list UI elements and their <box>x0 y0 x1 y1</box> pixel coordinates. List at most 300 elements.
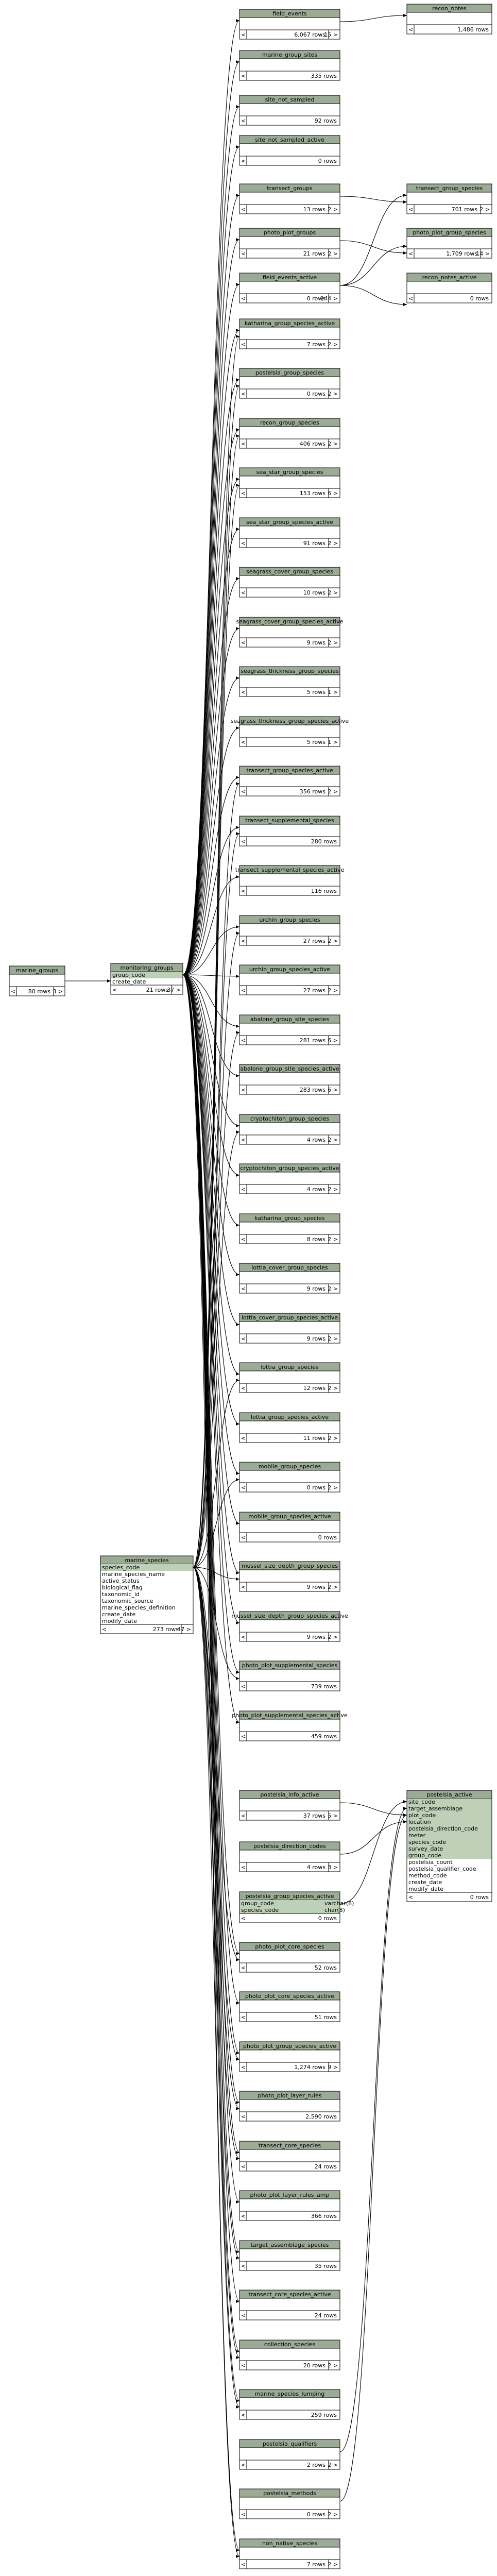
child-count: 2 > <box>328 1484 338 1491</box>
parent-count: < <box>241 1812 246 1819</box>
row-count: 21 rows <box>146 987 168 993</box>
table-title: transect_core_species_active <box>248 2291 331 2298</box>
transect-groups-to-transect-group-species <box>340 196 407 202</box>
table-postelsia-methods[interactable] <box>239 2489 340 2519</box>
table-lottia-group-species[interactable] <box>239 1363 340 1393</box>
parent-count: < <box>408 206 414 213</box>
table-title: recon_notes <box>432 5 467 12</box>
arrow-head <box>236 1578 239 1581</box>
column-marine-species-name: marine_species_name <box>102 1571 165 1578</box>
parent-count: < <box>241 1335 246 1342</box>
parent-count: < <box>241 73 246 79</box>
table-lottia-cover-group-species-active[interactable] <box>239 1313 340 1343</box>
table-title: recon_group_species <box>260 419 319 426</box>
table-title: seagrass_thickness_group_species <box>241 668 339 674</box>
table-title: target_assemblage_species <box>250 2242 329 2248</box>
table-photo-plot-groups[interactable] <box>239 228 340 258</box>
row-count: 0 rows <box>318 158 337 164</box>
parent-count: < <box>112 987 117 993</box>
parent-count: < <box>241 440 246 447</box>
table-cryptochiton-group-species-active[interactable] <box>239 1164 340 1194</box>
parent-count: < <box>408 26 414 33</box>
table-nodes <box>9 4 492 2569</box>
row-count: 739 rows <box>311 1683 337 1690</box>
row-count: 366 rows <box>311 2213 337 2219</box>
table-transect-core-species[interactable] <box>239 2141 340 2171</box>
child-count: 2 > <box>328 788 338 795</box>
row-count: 92 rows <box>314 117 337 124</box>
parent-count: < <box>241 1435 246 1442</box>
table-title: cryptochiton_group_species_active <box>240 1165 339 1172</box>
table-title: postelsia_info_active <box>260 1791 319 1798</box>
column-group-code: group_code <box>112 972 145 978</box>
row-count: 20 rows <box>303 2362 325 2369</box>
child-count: 2 > <box>328 341 338 348</box>
row-count: 37 rows <box>303 1812 325 1819</box>
parent-count: < <box>241 1683 246 1690</box>
row-count: 1,274 rows <box>294 2064 325 2071</box>
table-title: lottia_cover_group_species_active <box>241 1314 338 1321</box>
table-title: transect_group_species <box>416 185 483 192</box>
arrow-head <box>236 2257 239 2260</box>
table-katharina-group-species[interactable] <box>239 1214 340 1244</box>
column-modify-date: modify_date <box>408 1886 443 1892</box>
table-field-events[interactable] <box>239 9 340 39</box>
arrow-head <box>236 676 239 680</box>
table-title: photo_plot_core_species_active <box>245 1993 335 1999</box>
child-count: 3 > <box>328 1864 338 1871</box>
table-urchin-group-species[interactable] <box>239 916 340 945</box>
monitoring-groups-to-marine-group-sites <box>183 62 239 975</box>
child-count: 2 > <box>328 1584 338 1590</box>
monitoring-groups-to-marine-species-lumping <box>183 975 239 2401</box>
parent-count: < <box>241 2362 246 2369</box>
row-count: 1,709 rows <box>446 250 477 257</box>
table-abalone-group-site-species-active[interactable] <box>239 1064 340 1094</box>
column-target-assemblage: target_assemblage <box>408 1805 463 1812</box>
row-count: 52 rows <box>314 1964 337 1971</box>
table-title: katharina_group_species_active <box>244 320 335 327</box>
table-mussel-size-depth-group-species[interactable] <box>239 1562 340 1591</box>
arrow-head <box>236 2101 239 2104</box>
table-mobile-group-species-active[interactable] <box>239 1512 340 1542</box>
child-count: 1 > <box>328 689 338 696</box>
table-title: mussel_size_depth_group_species <box>241 1563 338 1569</box>
marine-species-to-mussel-size-depth-group-species <box>193 1567 239 1579</box>
arrow-head <box>236 726 239 730</box>
table-photo-plot-supplemental-species[interactable] <box>239 1661 340 1691</box>
table-site-not-sampled[interactable] <box>239 95 340 125</box>
table-lottia-group-species-active[interactable] <box>239 1413 340 1443</box>
table-title: marine_groups <box>16 967 58 974</box>
parent-count: < <box>241 987 246 994</box>
row-count: 27 rows <box>303 987 325 994</box>
table-title: urchin_group_species <box>259 917 320 923</box>
table-photo-plot-group-species[interactable] <box>407 228 492 258</box>
arrow-head <box>236 1273 239 1276</box>
table-lottia-cover-group-species[interactable] <box>239 1263 340 1293</box>
column-taxonomic-source: taxonomic_source <box>102 1598 153 1604</box>
row-count: 1,486 rows <box>457 26 489 33</box>
table-photo-plot-core-species-active[interactable] <box>239 1992 340 2022</box>
arrow-head <box>236 478 239 481</box>
arrow-head <box>236 832 239 835</box>
marine-species-to-postelsia-group-species <box>193 386 239 1567</box>
table-title: sea_star_group_species_active <box>246 519 334 526</box>
table-title: collection_species <box>264 2341 316 2348</box>
column-survey-date: survey_date <box>408 1845 443 1852</box>
arrow-head <box>236 2002 239 2005</box>
table-title: postelsia_qualifiers <box>262 2441 317 2447</box>
table-title: postelsia_group_species <box>255 369 324 376</box>
table-marine-groups[interactable] <box>9 966 65 996</box>
parent-count: < <box>241 341 246 348</box>
row-count: 280 rows <box>311 838 337 845</box>
child-count: 3 > <box>53 988 63 995</box>
table-transect-group-species-active[interactable] <box>239 766 340 796</box>
table-postelsia-direction-codes[interactable] <box>239 1842 340 1872</box>
table-abalone-group-site-species[interactable] <box>239 1015 340 1045</box>
table-postelsia-info-active[interactable] <box>239 1790 340 1820</box>
table-recon-notes[interactable] <box>407 4 492 34</box>
parent-count: < <box>241 1037 246 1044</box>
row-count: 35 rows <box>314 2263 337 2269</box>
table-transect-supplemental-species[interactable] <box>239 816 340 846</box>
table-title: postelsia_group_species_active <box>245 1893 334 1900</box>
arrow-head <box>236 776 239 779</box>
parent-count: < <box>241 1236 246 1243</box>
parent-count: < <box>241 2263 246 2269</box>
table-title: abalone_group_site_species_active <box>240 1065 339 1072</box>
table-field-events-active[interactable] <box>239 273 340 303</box>
table-title: transect_supplemental_species_active <box>235 867 345 873</box>
parent-count: < <box>241 2511 246 2518</box>
monitoring-groups-to-seagrass-cover-group-species <box>183 579 239 975</box>
parent-count: < <box>241 2412 246 2418</box>
table-title: transect_supplemental_species <box>245 817 334 824</box>
table-title: transect_core_species <box>258 2142 321 2149</box>
postelsia-methods-to-postelsia-active <box>340 1815 407 2501</box>
parent-count: < <box>241 838 246 845</box>
table-title: postelsia_methods <box>263 2490 316 2497</box>
marine-species-to-collection-species <box>193 1567 239 2358</box>
arrow-head <box>403 1800 407 1803</box>
table-title: photo_plot_supplemental_species <box>242 1662 338 1669</box>
table-title: site_not_sampled <box>265 96 315 103</box>
arrow-head <box>403 303 407 306</box>
table-title: transect_group_species_active <box>246 767 333 774</box>
table-site-not-sampled-active[interactable] <box>239 135 340 165</box>
row-count: 4 rows <box>306 1864 325 1871</box>
child-count: 2 > <box>328 250 338 257</box>
table-transect-supplemental-species-active[interactable] <box>235 866 345 895</box>
table-photo-plot-core-species[interactable] <box>239 1942 340 1972</box>
parent-count: < <box>241 31 246 38</box>
parent-count: < <box>241 1186 246 1193</box>
parent-count: < <box>241 639 246 646</box>
column-type: char(8) <box>324 1907 345 1913</box>
table-title: photo_plot_group_species_active <box>243 2043 337 2049</box>
row-count: 273 rows <box>152 1626 179 1633</box>
table-recon-notes-active[interactable] <box>407 273 492 303</box>
parent-count: < <box>241 295 246 302</box>
table-transect-group-species[interactable] <box>407 184 492 214</box>
table-photo-plot-layer-rules-amp[interactable] <box>239 2191 340 2221</box>
arrow-head <box>236 384 239 387</box>
column-site-code: site_code <box>408 1799 435 1805</box>
column-meter: meter <box>408 1832 426 1839</box>
row-count: 406 rows <box>299 440 325 447</box>
child-count: 2 > <box>328 1186 338 1193</box>
table-monitoring-groups[interactable] <box>111 963 183 994</box>
row-count: 459 rows <box>311 1733 337 1740</box>
parent-count: < <box>241 2213 246 2219</box>
table-title: photo_plot_group_species <box>413 229 486 236</box>
table-non-native-species[interactable] <box>239 2539 340 2569</box>
row-count: 0 rows <box>318 1915 337 1922</box>
column-create-date: create_date <box>102 1611 136 1618</box>
parent-count: < <box>241 2462 246 2468</box>
parent-count: < <box>241 1584 246 1590</box>
table-cryptochiton-group-species[interactable] <box>239 1114 340 1144</box>
relationship-edges <box>65 14 407 2558</box>
row-count: 8 rows <box>306 1236 325 1243</box>
child-count: 2 > <box>328 1285 338 1292</box>
parent-count: < <box>241 2014 246 2021</box>
parent-count: < <box>11 988 16 995</box>
child-count: 1 > <box>328 739 338 745</box>
arrow-head <box>236 925 239 928</box>
row-count: 7 rows <box>306 341 325 348</box>
table-title: lottia_cover_group_species <box>251 1264 328 1271</box>
parent-count: < <box>241 206 246 213</box>
table-urchin-group-species-active[interactable] <box>239 965 340 995</box>
row-count: 11 rows <box>303 1435 325 1442</box>
table-recon-group-species[interactable] <box>239 418 340 448</box>
table-transect-groups[interactable] <box>239 184 340 214</box>
row-count: 701 rows <box>451 206 477 213</box>
arrow-head <box>236 1422 239 1426</box>
table-photo-plot-supplemental-species-active[interactable] <box>232 1711 348 1741</box>
table-title: marine_group_sites <box>262 52 318 58</box>
arrow-head <box>236 1323 239 1326</box>
arrow-head <box>236 627 239 630</box>
table-seagrass-thickness-group-species[interactable] <box>239 667 340 697</box>
monitoring-groups-to-sea-star-group-species-active <box>183 529 239 975</box>
table-marine-species[interactable] <box>100 1556 193 1634</box>
table-seagrass-thickness-group-species-active[interactable] <box>231 717 349 747</box>
row-count: 13 rows <box>303 206 325 213</box>
table-sea-star-group-species[interactable] <box>239 468 340 498</box>
table-marine-species-lumping[interactable] <box>239 2389 340 2419</box>
table-collection-species[interactable] <box>239 2340 340 2370</box>
arrow-head <box>236 875 239 878</box>
monitoring-groups-to-collection-species <box>183 975 239 2351</box>
child-count: 2 > <box>328 2511 338 2518</box>
arrow-head <box>236 1124 239 1127</box>
marine-species-to-abalone-group-site-species <box>193 1032 239 1567</box>
child-count: 2 > <box>328 1236 338 1243</box>
row-count: 9 rows <box>306 1335 325 1342</box>
row-count: 2,590 rows <box>305 2113 337 2120</box>
child-count: 2 > <box>328 2561 338 2568</box>
table-seagrass-cover-group-species-active[interactable] <box>236 617 344 647</box>
monitoring-groups-to-postelsia-group-species <box>183 380 239 975</box>
parent-count: < <box>241 739 246 745</box>
table-sea-star-group-species-active[interactable] <box>239 518 340 548</box>
table-title: mussel_size_depth_group_species_active <box>231 1613 348 1619</box>
row-count: 9 rows <box>306 1584 325 1590</box>
table-seagrass-cover-group-species[interactable] <box>239 567 340 597</box>
child-count: 144 > <box>320 295 338 302</box>
field-events-to-recon-notes <box>340 15 407 22</box>
child-count: 2 > <box>328 391 338 397</box>
monitoring-groups-to-lottia-group-species <box>183 975 239 1374</box>
arrow-head <box>236 484 239 487</box>
child-count: 47 > <box>177 1626 191 1633</box>
arrow-head <box>403 200 407 204</box>
table-title: photo_plot_layer_rules_amp <box>250 2192 330 2198</box>
row-count: 281 rows <box>299 1037 325 1044</box>
row-count: 12 rows <box>303 1385 325 1392</box>
row-count: 24 rows <box>314 2163 337 2170</box>
parent-count: < <box>408 250 414 257</box>
table-title: seagrass_thickness_group_species_active <box>230 718 349 724</box>
arrow-head <box>236 1372 239 1376</box>
arrow-head <box>236 826 239 829</box>
child-count: 5 > <box>328 1812 338 1819</box>
table-target-assemblage-species[interactable] <box>239 2241 340 2270</box>
row-count: 24 rows <box>314 2312 337 2319</box>
parent-count: < <box>241 158 246 164</box>
arrow-head <box>403 194 407 197</box>
arrow-head <box>236 1478 239 1481</box>
postelsia-info-active-to-postelsia-active <box>340 1803 407 1815</box>
monitoring-groups-to-photo-plot-layer-rules <box>183 975 239 2103</box>
parent-count: < <box>241 117 246 124</box>
child-count: 14 > <box>476 250 490 257</box>
arrow-head <box>403 245 407 248</box>
column-group-code: group_code <box>408 1852 441 1859</box>
table-title: katharina_group_species <box>254 1215 325 1222</box>
parent-count: < <box>241 1484 246 1491</box>
row-count: 0 rows <box>470 295 489 302</box>
child-count: 37 > <box>167 987 181 993</box>
photo-plot-groups-to-photo-plot-group-species <box>340 241 407 253</box>
row-count: 0 rows <box>470 1894 489 1901</box>
table-photo-plot-group-species-active[interactable] <box>239 2042 340 2072</box>
table-marine-group-sites[interactable] <box>239 50 340 80</box>
table-transect-core-species-active[interactable] <box>239 2290 340 2320</box>
child-count: 2 > <box>328 987 338 994</box>
row-count: 27 rows <box>303 938 325 944</box>
row-count: 4 rows <box>306 1137 325 1143</box>
arrow-head <box>236 1677 239 1680</box>
table-title: recon_notes_active <box>422 274 477 281</box>
column-create-date: create_date <box>408 1879 442 1886</box>
row-count: 5 rows <box>306 689 325 696</box>
arrow-head <box>236 2356 239 2359</box>
arrow-head <box>236 2555 239 2558</box>
parent-count: < <box>241 1534 246 1541</box>
arrow-head <box>403 1814 407 1817</box>
monitoring-groups-to-cryptochiton-group-species-active <box>183 975 239 1175</box>
table-title: photo_plot_groups <box>263 229 316 236</box>
column-species-code: species_code <box>408 1839 447 1845</box>
parent-count: < <box>241 1915 246 1922</box>
column-postelsia-count: postelsia_count <box>408 1859 453 1866</box>
column-method-code: method_code <box>408 1872 447 1879</box>
table-title: monitoring_groups <box>120 964 174 971</box>
table-title: mobile_group_species_active <box>248 1513 331 1520</box>
table-title: photo_plot_supplemental_species_active <box>232 1712 348 1719</box>
parent-count: < <box>241 2163 246 2170</box>
parent-count: < <box>241 589 246 596</box>
column-plot-code: plot_code <box>408 1812 436 1819</box>
row-count: 2 rows <box>306 2462 325 2468</box>
child-count: 2 > <box>328 440 338 447</box>
row-count: 0 rows <box>306 2511 325 2518</box>
row-count: 0 rows <box>306 1484 325 1491</box>
table-postelsia-group-species[interactable] <box>239 368 340 398</box>
table-mussel-size-depth-group-species-active[interactable] <box>231 1612 348 1641</box>
table-postelsia-group-species-active[interactable] <box>239 1892 354 1923</box>
row-count: 335 rows <box>311 73 337 79</box>
table-title: marine_species <box>125 1557 169 1564</box>
parent-count: < <box>241 250 246 257</box>
table-postelsia-active[interactable] <box>407 1790 492 1902</box>
column-species-code: species_code <box>102 1564 140 1571</box>
arrow-head <box>236 335 239 338</box>
column-postelsia-direction-code: postelsia_direction_code <box>408 1825 478 1832</box>
monitoring-groups-to-photo-plot-groups <box>183 240 239 975</box>
table-katharina-group-species-active[interactable] <box>239 319 340 349</box>
arrow-head <box>236 2052 239 2055</box>
column-location: location <box>408 1819 431 1825</box>
table-title: transect_groups <box>267 185 313 192</box>
arrow-head <box>236 1025 239 1028</box>
child-count: 2 > <box>328 1634 338 1640</box>
child-count: 6 > <box>328 1087 338 1093</box>
table-title: urchin_group_species_active <box>249 966 331 973</box>
table-title: cryptochiton_group_species <box>250 1115 330 1122</box>
child-count: 2 > <box>328 540 338 547</box>
table-title: lottia_group_species_active <box>250 1414 329 1420</box>
field-events-active-to-recon-notes-active <box>340 285 407 304</box>
table-title: abalone_group_site_species <box>250 1016 330 1023</box>
parent-count: < <box>241 2113 246 2120</box>
table-mobile-group-species[interactable] <box>239 1462 340 1492</box>
table-title: postelsia_direction_codes <box>253 1843 326 1850</box>
row-count: 116 rows <box>311 888 337 894</box>
column-postelsia-qualifier-code: postelsia_qualifier_code <box>408 1866 476 1872</box>
child-count: 2 > <box>328 589 338 596</box>
arrow-head <box>236 434 239 437</box>
row-count: 5 rows <box>306 739 325 745</box>
table-postelsia-qualifiers[interactable] <box>239 2439 340 2469</box>
table-photo-plot-layer-rules[interactable] <box>239 2091 340 2121</box>
arrow-head <box>107 979 111 982</box>
row-count: 10 rows <box>303 589 325 596</box>
child-count: 2 > <box>328 1435 338 1442</box>
row-count: 6,067 rows <box>294 31 325 38</box>
parent-count: < <box>241 689 246 696</box>
child-count: 2 > <box>328 2362 338 2369</box>
table-title: field_events <box>272 10 307 17</box>
row-count: 7 rows <box>306 2561 325 2568</box>
arrow-head <box>403 1807 407 1810</box>
row-count: 0 rows <box>306 295 325 302</box>
